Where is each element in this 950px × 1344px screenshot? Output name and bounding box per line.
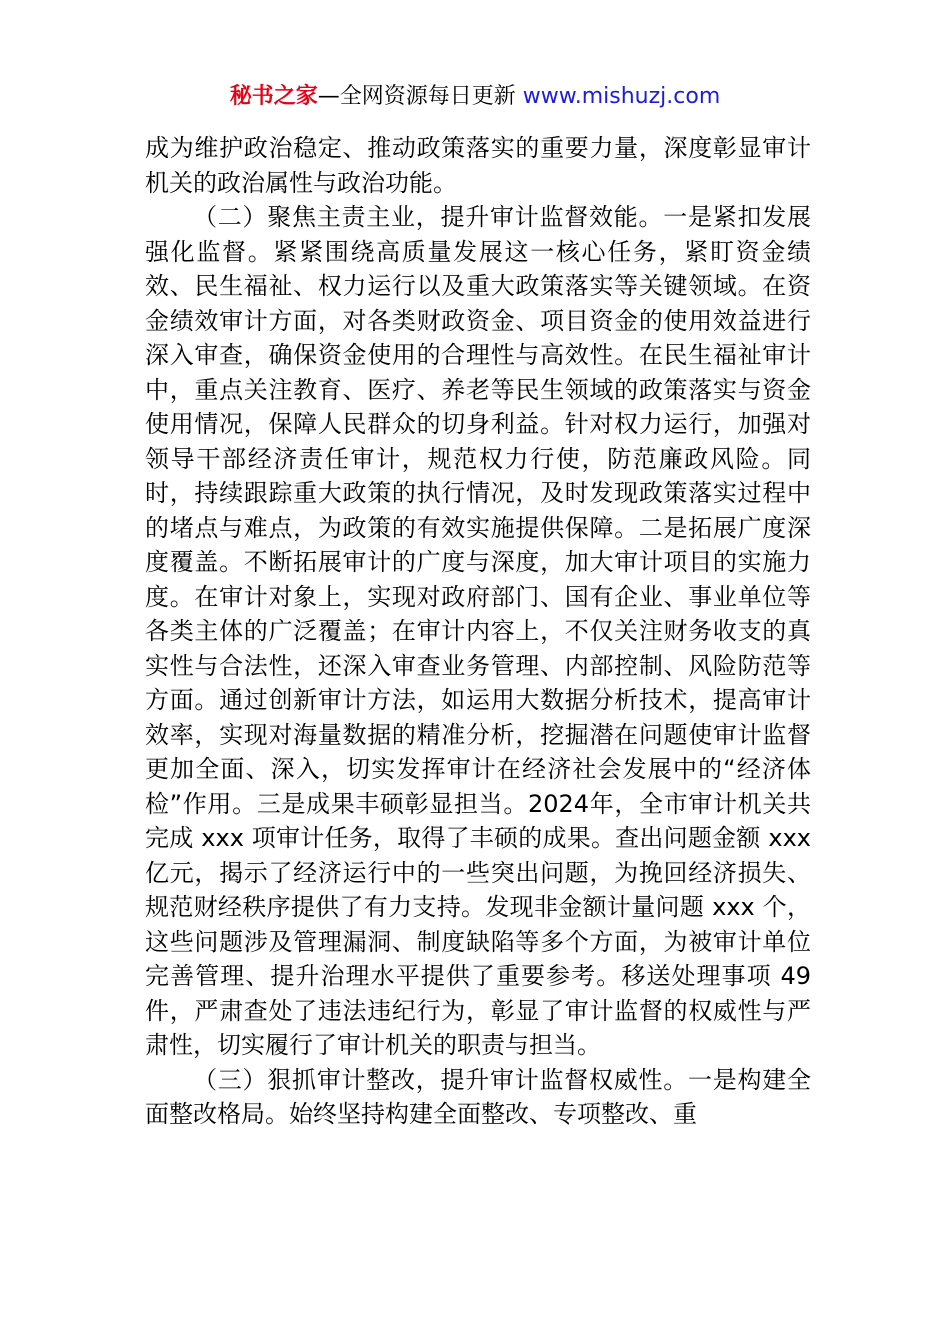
document-body — [145, 131, 811, 1132]
header-tagline: —全网资源每日更新 — [317, 84, 516, 109]
paragraph-section-two: （二）聚焦主责主业，提升审计监督效能。一是紧扣发展强化监督。紧紧围绕高质量发展这一核心任务，紧盯资金绩效、民生福祉、权力运行以及重大政策落实等关键领域。在资金绩效审计方面，对各类财政资金、项目资金的使用效益进行深入审查，确保资金使用的合理性与高效性。在民生福祉审计中，重点关注教育、医疗、养老等民生领域的政策落实与资金使用情况，保障人民群众的切身利益。针对权力运行，加强对领导干部经济责任审计，规范权力行使，防范廉政风险。同时，持续跟踪重大政策的执行情况，及时发现政策落实过程中的堵点与难点，为政策的有效实施提供保障。二是拓展广度深度覆盖。不断拓展审计的广度与深度，加大审计项目的实施力度。在审计对象上，实现对政府部门、国有企业、事业单位等各类主体的广泛覆盖；在审计内容上，不仅关注财务收支的真实性与合法性，还深入审查业务管理、内部控制、风险防范等方面。通过创新审计方法，如运用大数据分析技术，提高审计效率，实现对海量数据的精准分析，挖掘潜在问题使审计监督更加全面、深入，切实发挥审计在经济社会发展中的“经济体检”作用。三是成果丰硕彰显担当。2024年，全市审计机关共完成 xxx 项审计任务，取得了丰硕的成果。查出问题金额 xxx 亿元，揭示了经济运行中的一些突出问题，为挽回经济损失、规范财经秩序提供了有力支持。发现非金额计量问题 xxx 个，这些问题涉及管理漏洞、制度缺陷等多个方面，为被审计单位完善管理、提升治理水平提供了重要参考。移送处理事项 49 件，严肃查处了违法违纪行为，彰显了审计监督的权威性与严肃性，切实履行了审计机关的职责与担当。 — [145, 203, 811, 1059]
paragraph-section-three: （三）狠抓审计整改，提升审计监督权威性。一是构建全面整改格局。始终坚持构建全面整改、专项整改、重 — [145, 1065, 811, 1128]
paragraph-continuation: 成为维护政治稳定、推动政策落实的重要力量，深度彰显审计机关的政治属性与政治功能。 — [145, 134, 811, 197]
brand-name: 秘书之家 — [229, 84, 318, 109]
site-url-link[interactable]: www.mishuzj.com — [522, 84, 721, 109]
site-header — [0, 80, 950, 114]
